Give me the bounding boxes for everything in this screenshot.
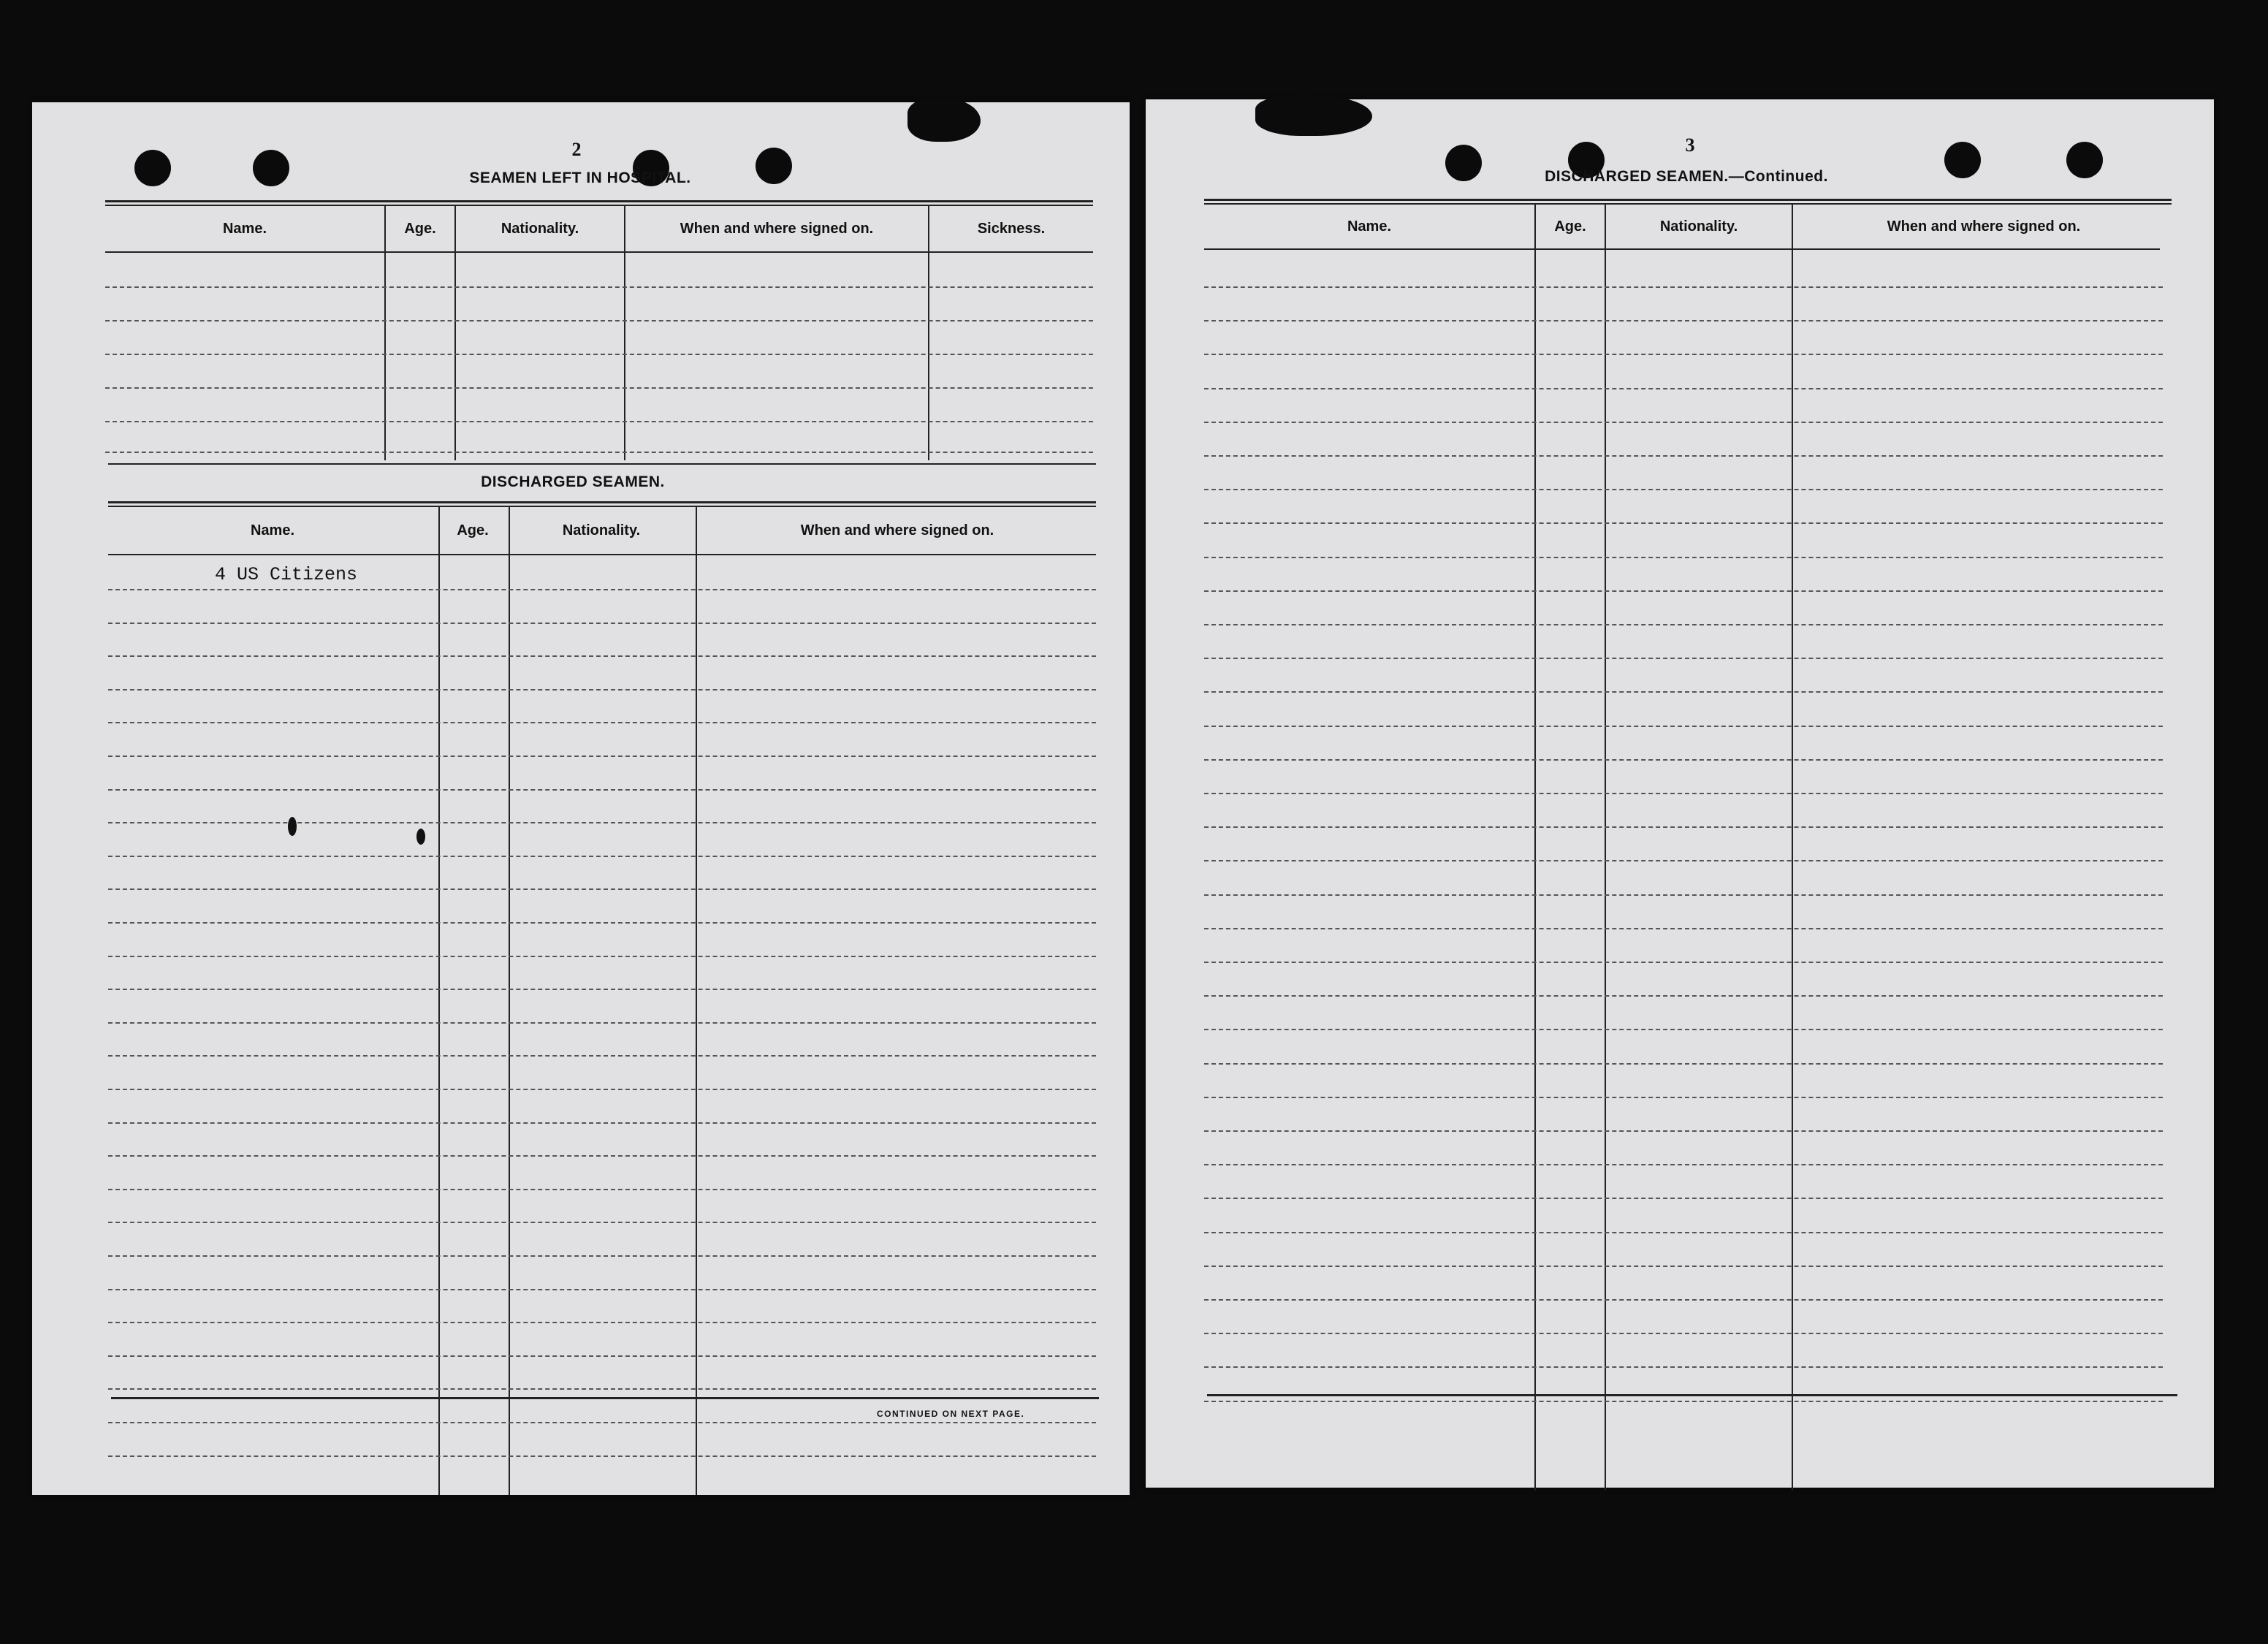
entry-line <box>1204 320 2163 321</box>
entry-line <box>1204 1164 2163 1165</box>
col-header-signed-on: When and where signed on. <box>800 522 994 539</box>
entry-line <box>1204 1266 2163 1267</box>
entry-line <box>1204 1333 2163 1334</box>
entry-line <box>108 1255 1096 1257</box>
entry-line <box>108 888 1096 890</box>
col-header-age: Age. <box>457 522 489 539</box>
entry-line <box>108 1422 1096 1423</box>
column-divider <box>1605 205 1606 1491</box>
punch-hole <box>1944 142 1981 178</box>
bottom-rule <box>111 1397 1099 1399</box>
col-header-signed-on: When and where signed on. <box>680 220 874 237</box>
entry-line <box>1204 726 2163 727</box>
col-header-nationality: Nationality. <box>501 220 579 237</box>
entry-line <box>1204 422 2163 423</box>
entry-line <box>108 1388 1096 1390</box>
col-header-name: Name. <box>250 522 295 539</box>
entry-line <box>108 856 1096 857</box>
entry-line <box>108 1055 1096 1057</box>
section-title-discharged-continued: DISCHARGED SEAMEN.—Continued. <box>1545 168 1828 185</box>
discharged-table-continued <box>1204 205 2174 1498</box>
ink-spot <box>416 829 425 845</box>
right-page <box>1146 99 2214 1488</box>
rule <box>108 501 1096 503</box>
entry-line <box>1204 489 2163 490</box>
punch-hole <box>253 150 289 186</box>
entry-line <box>1204 1401 2163 1402</box>
entry-line <box>1204 1130 2163 1132</box>
entry-line <box>1204 860 2163 861</box>
col-header-age: Age. <box>404 220 436 237</box>
entry-line <box>1204 962 2163 963</box>
entry-line <box>108 1122 1096 1124</box>
page-number: 3 <box>1685 134 1695 156</box>
entry-line <box>108 655 1096 657</box>
entry-line <box>1204 522 2163 524</box>
entry-line <box>108 1455 1096 1457</box>
entry-line <box>108 1189 1096 1190</box>
ink-spot <box>288 817 297 836</box>
entry-line <box>108 1155 1096 1157</box>
page-number: 2 <box>571 139 582 160</box>
punch-hole <box>134 150 171 186</box>
entry-line <box>108 1022 1096 1024</box>
col-header-name: Name. <box>222 220 267 237</box>
entry-line <box>1204 826 2163 828</box>
entry-name: 4 US Citizens <box>215 564 358 585</box>
entry-line <box>1204 624 2163 625</box>
rule <box>105 200 1093 202</box>
entry-line <box>105 354 1093 355</box>
entry-line <box>1204 995 2163 997</box>
entry-line <box>105 387 1093 389</box>
entry-line <box>1204 1366 2163 1368</box>
entry-line <box>1204 691 2163 693</box>
entry-line <box>1204 759 2163 761</box>
entry-line <box>108 822 1096 823</box>
entry-line <box>108 589 1096 590</box>
column-divider <box>1534 205 1536 1491</box>
entry-line <box>108 789 1096 791</box>
col-header-age: Age. <box>1554 218 1586 235</box>
left-page <box>32 102 1130 1495</box>
entry-line <box>108 1089 1096 1090</box>
entry-line <box>108 1222 1096 1223</box>
entry-line <box>1204 1063 2163 1065</box>
punch-hole <box>2066 142 2103 178</box>
entry-line <box>108 722 1096 723</box>
header-underline <box>105 251 1093 253</box>
entry-line <box>1204 354 2163 355</box>
rule <box>1204 199 2172 201</box>
entry-line <box>1204 793 2163 794</box>
entry-line <box>108 1289 1096 1290</box>
entry-line <box>1204 1097 2163 1098</box>
header-underline <box>108 554 1096 555</box>
section-title-discharged: DISCHARGED SEAMEN. <box>481 473 665 490</box>
entry-line <box>1204 1029 2163 1030</box>
entry-line <box>1204 590 2163 592</box>
entry-line <box>105 452 1093 453</box>
col-header-nationality: Nationality. <box>1659 218 1738 235</box>
col-header-name: Name. <box>1347 218 1392 235</box>
entry-line <box>1204 388 2163 389</box>
entry-line <box>1204 658 2163 659</box>
hospital-table <box>105 206 1093 462</box>
torn-edge <box>1255 95 1372 136</box>
entry-line <box>105 421 1093 422</box>
entry-line <box>1204 928 2163 929</box>
entry-line <box>1204 894 2163 896</box>
entry-line <box>108 1322 1096 1323</box>
rule <box>108 463 1096 465</box>
discharged-table <box>108 507 1099 1501</box>
column-divider <box>1792 205 1793 1491</box>
continued-note: CONTINUED ON NEXT PAGE. <box>877 1409 1025 1419</box>
section-title-hospital: SEAMEN LEFT IN HOSPITAL. <box>469 170 691 186</box>
entry-line <box>108 989 1096 990</box>
entry-line <box>105 286 1093 288</box>
entry-line <box>108 922 1096 924</box>
entry-line <box>108 689 1096 690</box>
entry-line <box>105 320 1093 321</box>
entry-line <box>1204 1198 2163 1199</box>
col-header-nationality: Nationality. <box>562 522 641 539</box>
header-underline <box>1204 248 2160 250</box>
entry-line <box>108 956 1096 957</box>
col-header-signed-on: When and where signed on. <box>1887 218 2081 235</box>
torn-edge <box>907 98 981 142</box>
entry-line <box>108 623 1096 624</box>
entry-line <box>1204 455 2163 457</box>
entry-line <box>108 756 1096 757</box>
entry-line <box>108 1355 1096 1357</box>
bottom-rule <box>1207 1394 2177 1396</box>
entry-line <box>1204 286 2163 288</box>
entry-line <box>1204 1232 2163 1233</box>
entry-line <box>1204 557 2163 558</box>
col-header-sickness: Sickness. <box>977 220 1046 237</box>
entry-line <box>1204 1299 2163 1301</box>
